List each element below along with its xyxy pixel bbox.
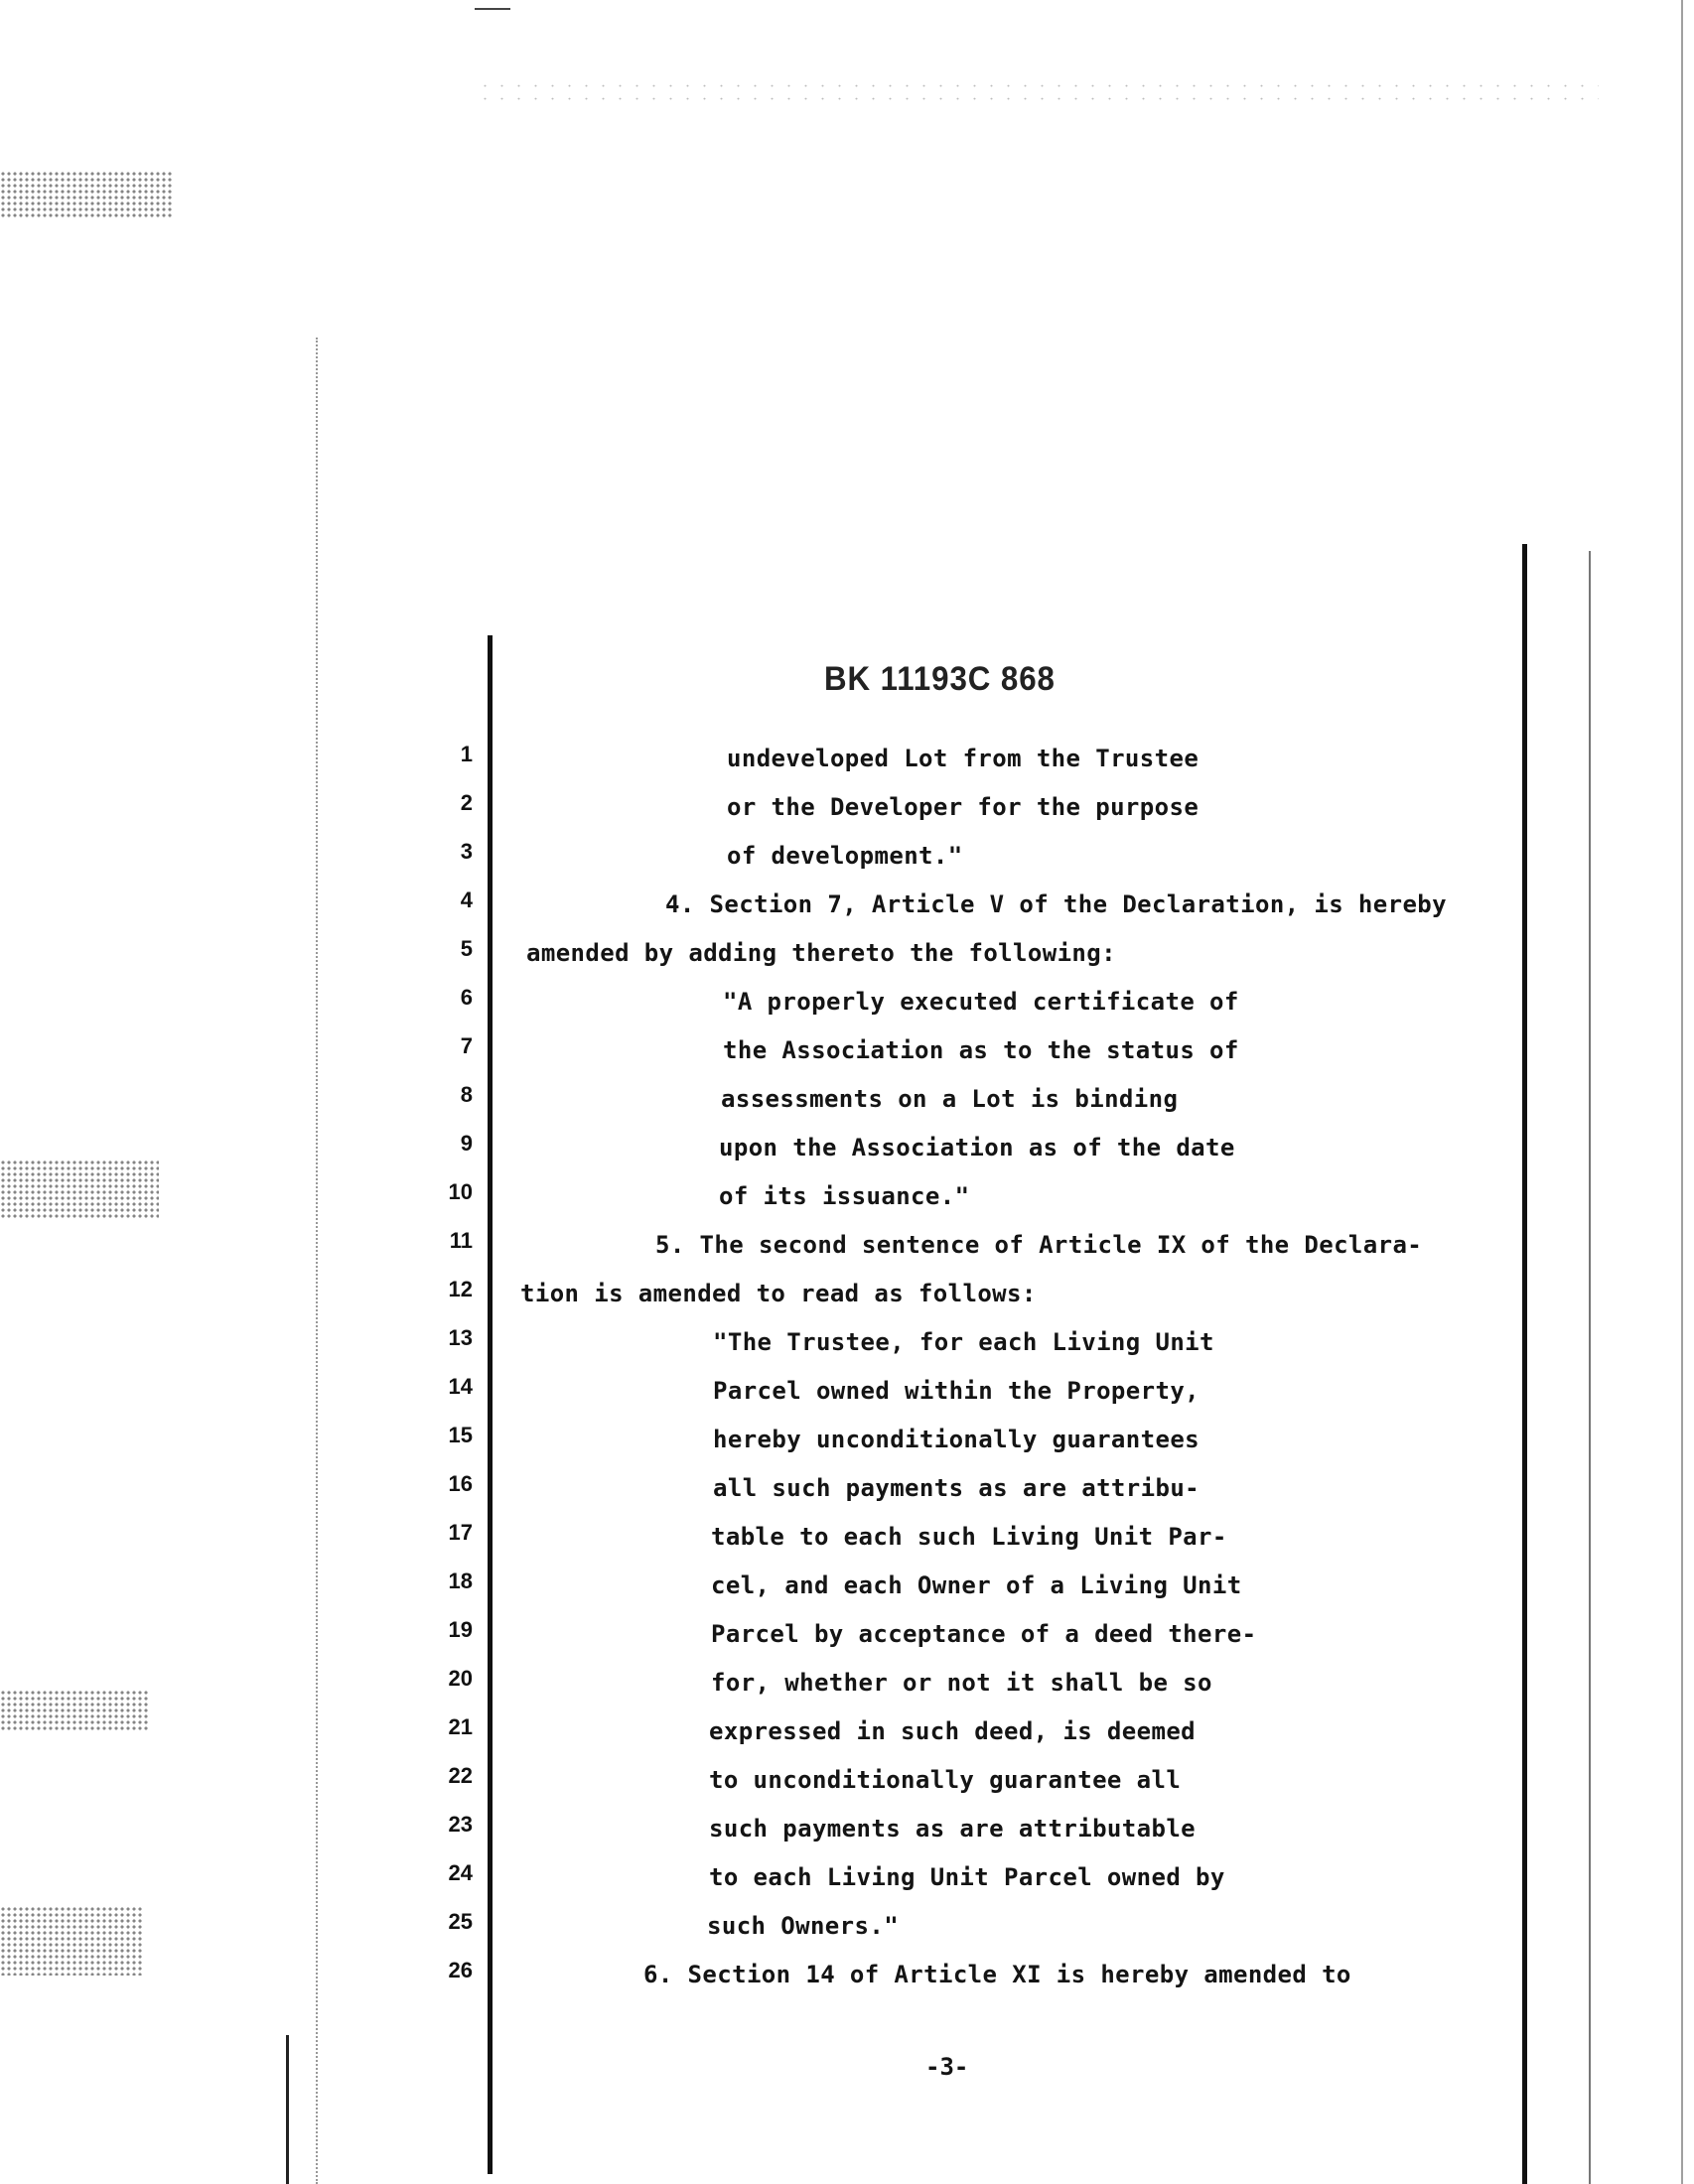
line-number: 2 bbox=[460, 790, 473, 815]
text-line: hereby unconditionally guarantees bbox=[713, 1426, 1200, 1453]
line-number: 8 bbox=[460, 1082, 473, 1107]
scan-artifact-line bbox=[475, 8, 510, 10]
line-number: 5 bbox=[460, 936, 473, 961]
text-line: or the Developer for the purpose bbox=[727, 793, 1200, 821]
text-line: to unconditionally guarantee all bbox=[709, 1766, 1182, 1794]
line-number: 1 bbox=[460, 742, 473, 766]
line-number: 24 bbox=[448, 1860, 473, 1885]
line-number: 20 bbox=[448, 1666, 473, 1691]
scan-halftone-patch bbox=[0, 171, 174, 218]
line-number: 14 bbox=[448, 1374, 473, 1399]
scan-edge-dotted bbox=[316, 338, 318, 2184]
text-line: 5. The second sentence of Article IX of the Declara- bbox=[655, 1231, 1423, 1259]
text-line: 4. Section 7, Article V of the Declaration, is hereby bbox=[665, 890, 1448, 918]
line-number: 21 bbox=[448, 1714, 473, 1739]
line-number: 17 bbox=[448, 1520, 473, 1545]
scan-edge-line bbox=[286, 2035, 289, 2184]
text-line: such payments as are attributable bbox=[709, 1815, 1197, 1843]
text-line: expressed in such deed, is deemed bbox=[709, 1717, 1197, 1745]
scan-halftone-patch bbox=[0, 1906, 144, 1976]
line-number: 10 bbox=[448, 1179, 473, 1204]
text-line: assessments on a Lot is binding bbox=[721, 1085, 1179, 1113]
text-line: undeveloped Lot from the Trustee bbox=[727, 745, 1200, 772]
line-number: 12 bbox=[448, 1277, 473, 1301]
page-number: -3- bbox=[925, 2053, 969, 2081]
text-line: "A properly executed certificate of bbox=[723, 988, 1239, 1016]
text-line: the Association as to the status of bbox=[723, 1036, 1239, 1064]
line-number: 7 bbox=[460, 1033, 473, 1058]
scan-halftone-patch bbox=[0, 1690, 149, 1731]
right-margin-rule bbox=[1522, 544, 1527, 2184]
text-line: 6. Section 14 of Article XI is hereby amended to bbox=[643, 1961, 1351, 1988]
line-number: 13 bbox=[448, 1325, 473, 1350]
scan-edge-line bbox=[1589, 551, 1591, 2184]
text-line: of development." bbox=[727, 842, 963, 870]
text-line: to each Living Unit Parcel owned by bbox=[709, 1863, 1225, 1891]
left-margin-rule bbox=[488, 635, 493, 2174]
text-line: all such payments as are attribu- bbox=[713, 1474, 1200, 1502]
scan-noise bbox=[477, 79, 1599, 109]
text-line: cel, and each Owner of a Living Unit bbox=[711, 1571, 1242, 1599]
line-number: 3 bbox=[460, 839, 473, 864]
line-number: 19 bbox=[448, 1617, 473, 1642]
line-number: 23 bbox=[448, 1812, 473, 1837]
line-number: 26 bbox=[448, 1958, 473, 1982]
line-number: 6 bbox=[460, 985, 473, 1010]
line-number: 4 bbox=[460, 887, 473, 912]
line-number: 15 bbox=[448, 1423, 473, 1447]
recording-number: BK 11193C 868 bbox=[824, 660, 1056, 698]
text-line: for, whether or not it shall be so bbox=[711, 1669, 1212, 1697]
line-number: 9 bbox=[460, 1131, 473, 1156]
line-number: 11 bbox=[449, 1228, 473, 1253]
text-line: tion is amended to read as follows: bbox=[520, 1280, 1037, 1307]
text-line: "The Trustee, for each Living Unit bbox=[713, 1328, 1214, 1356]
scan-halftone-patch bbox=[0, 1160, 159, 1219]
line-number: 16 bbox=[448, 1471, 473, 1496]
text-line: upon the Association as of the date bbox=[719, 1134, 1235, 1161]
line-number: 18 bbox=[448, 1569, 473, 1593]
text-line: Parcel by acceptance of a deed there- bbox=[711, 1620, 1257, 1648]
scan-edge-line bbox=[1681, 0, 1683, 2184]
text-line: such Owners." bbox=[707, 1912, 900, 1940]
line-number: 22 bbox=[448, 1763, 473, 1788]
text-line: Parcel owned within the Property, bbox=[713, 1377, 1200, 1405]
text-line: of its issuance." bbox=[719, 1182, 970, 1210]
line-number: 25 bbox=[448, 1909, 473, 1934]
text-line: amended by adding thereto the following: bbox=[526, 939, 1116, 967]
text-line: table to each such Living Unit Par- bbox=[711, 1523, 1227, 1551]
